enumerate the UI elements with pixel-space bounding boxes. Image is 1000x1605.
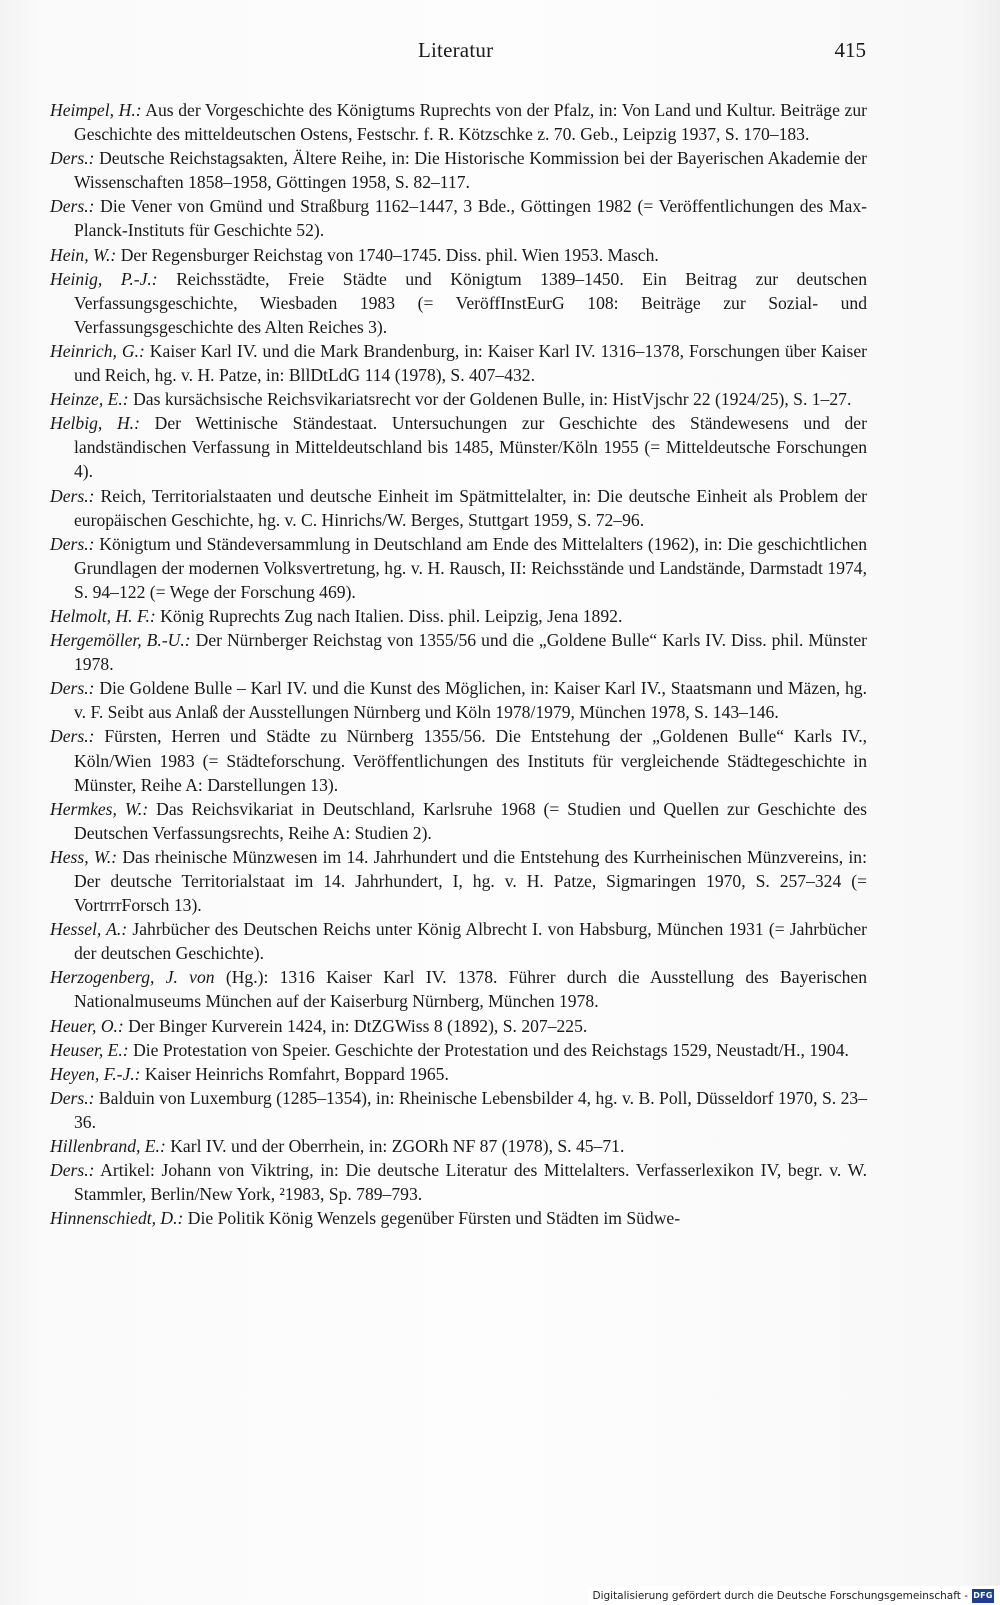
entry-text: Kaiser Karl IV. und die Mark Brandenburg, in: Kaiser Karl IV. 1316–1378, Forschungen über Kaiser und Reich, hg. v. H. Patze, in: BllDtLdG 114 (1978), S. 407–432. <box>74 340 867 386</box>
entry-text: König Ruprechts Zug nach Italien. Diss. phil. Leipzig, Jena 1892. <box>155 605 623 626</box>
entry-text: Königtum und Ständeversammlung in Deutschland am Ende des Mittelalters (1962), in: Die geschichtlichen Grundlagen der modernen Volksvertretung, hg. v. H. Rausch, II: Reichsstände und Landstände, Darmstadt 1974, S. 94–122 (= Wege der Forschung 469). <box>74 533 867 602</box>
funding-text: Digitalisierung gefördert durch die Deutsche Forschungsgemeinschaft - <box>592 1589 968 1602</box>
entry-text: Der Regensburger Reichstag von 1740–1745. Diss. phil. Wien 1953. Masch. <box>116 244 659 265</box>
bibliography-entry <box>50 1014 867 1038</box>
entry-author: Ders.: <box>50 678 95 699</box>
bibliography-entry <box>50 676 867 724</box>
bibliography-entry <box>50 484 867 532</box>
entry-author: Helmolt, H. F.: <box>50 605 156 626</box>
bibliography-entry <box>50 411 867 483</box>
bibliography-entry <box>50 1038 867 1062</box>
entry-author: Heuser, E.: <box>50 1039 129 1060</box>
entry-text: Karl IV. und der Oberrhein, in: ZGORh NF 87 (1978), S. 45–71. <box>165 1136 625 1157</box>
entry-author: Hinnenschiedt, D.: <box>50 1208 184 1229</box>
entry-author: Hergemöller, B.-U.: <box>50 630 191 651</box>
entry-author: Ders.: <box>50 1087 95 1108</box>
entry-author: Heyen, F.-J.: <box>50 1063 141 1084</box>
entry-author: Ders.: <box>50 148 95 169</box>
entry-text: Reichsstädte, Freie Städte und Königtum 1389–1450. Ein Beitrag zur deutschen Verfassungsgeschichte, Wiesbaden 1983 (= VeröffInstEurG 108: Beiträge zur Sozial- und Verfassungsgeschichte des Alten Reiches 3). <box>74 268 868 337</box>
entry-author: Heinze, E.: <box>50 389 129 410</box>
entry-text: Der Nürnberger Reichstag von 1355/56 und die „Goldene Bulle“ Karls IV. Diss. phil. Münster 1978. <box>74 630 867 675</box>
entry-author: Ders.: <box>50 196 95 217</box>
bibliography-entry <box>50 1086 867 1134</box>
bibliography-entry <box>50 339 867 387</box>
entry-author: Ders.: <box>50 1160 95 1181</box>
entry-text: Der Binger Kurverein 1424, in: DtZGWiss 8 (1892), S. 207–225. <box>123 1015 588 1036</box>
bibliography-entry <box>50 965 867 1013</box>
entry-text: Aus der Vorgeschichte des Königtums Ruprechts von der Pfalz, in: Von Land und Kultur. Beiträge zur Geschichte des mitteldeutschen Ostens, Festschr. f. R. Kötzschke z. 70. Geb., Leipzig 1937, S. 170–183. <box>74 100 867 145</box>
running-title: Literatur <box>418 38 494 62</box>
entry-text: Die Vener von Gmünd und Straßburg 1162–1447, 3 Bde., Göttingen 1982 (= Veröffentlichungen des Max-Planck-Instituts für Geschichte 52). <box>74 196 867 241</box>
entry-text: Die Protestation von Speier. Geschichte der Protestation und des Reichstags 1529, Neustadt/H., 1904. <box>128 1039 849 1060</box>
entry-author: Ders.: <box>50 485 95 506</box>
entry-text: Deutsche Reichstagsakten, Ältere Reihe, in: Die Historische Kommission bei der Bayerischen Akademie der Wissenschaften 1858–1958, Göttingen 1958, S. 82–117. <box>74 148 867 193</box>
entry-author: Heimpel, H.: <box>50 100 142 120</box>
entry-author: Herzogenberg, J. von <box>50 967 215 988</box>
bibliography-entry <box>50 1206 867 1230</box>
entry-text: Kaiser Heinrichs Romfahrt, Boppard 1965. <box>140 1063 449 1084</box>
entry-author: Ders.: <box>50 533 95 554</box>
entry-text: Balduin von Luxemburg (1285–1354), in: Rheinische Lebensbilder 4, hg. v. B. Poll, Düsseldorf 1970, S. 23–36. <box>74 1087 867 1132</box>
bibliography-entry <box>50 532 867 604</box>
bibliography-entry <box>50 267 867 339</box>
entry-text: Die Goldene Bulle – Karl IV. und die Kunst des Möglichen, in: Kaiser Karl IV., Staatsmann und Mäzen, hg. v. F. Seibt aus Anlaß der Ausstellungen Nürnberg und Köln 1978/1979, München 1978, S. 143–146. <box>74 678 867 723</box>
entry-text: Das kursächsische Reichsvikariatsrecht vor der Goldenen Bulle, in: HistVjschr 22 (1924/25), S. 1–27. <box>128 389 852 410</box>
bibliography-entry <box>50 917 867 965</box>
entry-text: Das rheinische Münzwesen im 14. Jahrhundert und die Entstehung des Kurrheinischen Münzvereins, in: Der deutsche Territorialstaat im 14. Jahrhundert, I, hg. v. H. Patze, Sigmaringen 1970, S. 257–324 (= VortrrrForsch 13). <box>74 846 867 916</box>
entry-text: Die Politik König Wenzels gegenüber Fürsten und Städten im Südwe- <box>183 1208 681 1229</box>
entry-text: Der Wettinische Ständestaat. Untersuchungen zur Geschichte des Ständewesens und der landständischen Verfassung in Mitteldeutschland bis 1485, Münster/Köln 1955 (= Mitteldeutsche Forschungen 4). <box>74 413 867 482</box>
entry-text: (Hg.): 1316 Kaiser Karl IV. 1378. Führer durch die Ausstellung des Bayerischen Nationalmuseums München auf der Kaiserburg Nürnberg, München 1978. <box>74 967 868 1012</box>
bibliography-entry <box>50 387 867 411</box>
entry-author: Heinrich, G.: <box>50 340 145 361</box>
entry-text: Das Reichsvikariat in Deutschland, Karlsruhe 1968 (= Studien und Quellen zur Geschichte des Deutschen Verfassungsrechts, Reihe A: Studien 2). <box>74 798 867 843</box>
bibliography-entry <box>50 146 867 194</box>
bibliography-entry <box>50 98 867 146</box>
entry-author: Hess, W.: <box>50 846 118 867</box>
entry-author: Ders.: <box>50 726 95 747</box>
bibliography-entry <box>50 1134 867 1158</box>
entry-author: Hillenbrand, E.: <box>50 1136 166 1157</box>
bibliography-entry <box>50 243 867 267</box>
entry-text: Jahrbücher des Deutschen Reichs unter König Albrecht I. von Habsburg, München 1931 (= Jahrbücher der deutschen Geschichte). <box>74 919 867 964</box>
entry-author: Heinig, P.-J.: <box>50 268 158 289</box>
bibliography-entry <box>50 797 867 845</box>
page-number: 415 <box>834 38 866 62</box>
bibliography-entry <box>50 194 867 242</box>
bibliography-entry <box>50 845 867 917</box>
dfg-logo: DFG <box>972 1589 994 1603</box>
entry-author: Heuer, O.: <box>50 1015 124 1036</box>
bibliography-entry <box>50 604 867 628</box>
entry-text: Reich, Territorialstaaten und deutsche Einheit im Spätmittelalter, in: Die deutsche Einheit als Problem der europäischen Geschichte, hg. v. C. Hinrichs/W. Berges, Stuttgart 1959, S. 72–96. <box>74 485 867 530</box>
entry-author: Hein, W.: <box>50 244 117 265</box>
entry-author: Hermkes, W.: <box>50 798 149 819</box>
entry-author: Helbig, H.: <box>50 413 140 434</box>
bibliography-entry <box>50 724 867 796</box>
bibliography-list <box>50 98 867 1230</box>
entry-text: Artikel: Johann von Viktring, in: Die deutsche Literatur des Mittelalters. Verfasserlexikon IV, begr. v. W. Stammler, Berlin/New York, ²1983, Sp. 789–793. <box>74 1160 867 1205</box>
entry-text: Fürsten, Herren und Städte zu Nürnberg 1355/56. Die Entstehung der „Goldenen Bulle“ Karls IV., Köln/Wien 1983 (= Städteforschung. Veröffentlichungen des Instituts für vergleichende Städtegeschichte in Münster, Reihe A: Darstellungen 13). <box>74 726 867 795</box>
entry-author: Hessel, A.: <box>50 919 128 940</box>
funding-footer <box>588 1586 1000 1605</box>
bibliography-entry <box>50 1158 867 1206</box>
bibliography-entry <box>50 1062 867 1086</box>
bibliography-entry <box>50 628 867 676</box>
page-header <box>0 38 1000 68</box>
